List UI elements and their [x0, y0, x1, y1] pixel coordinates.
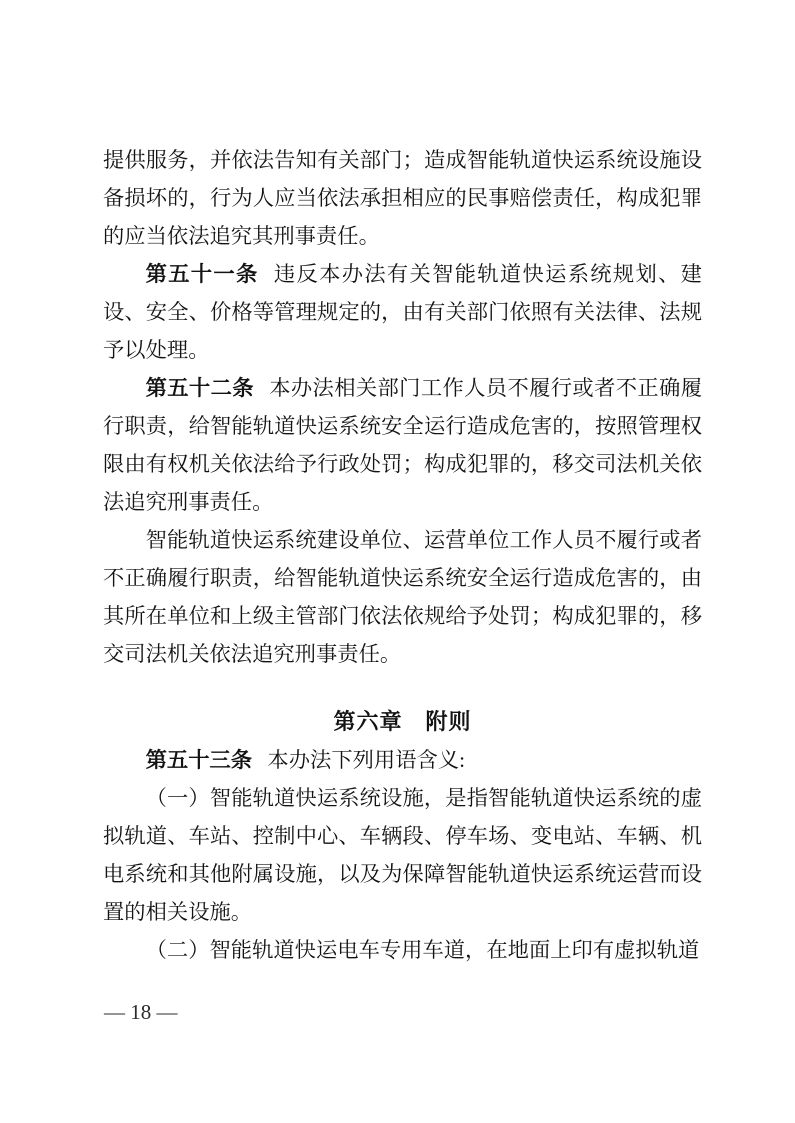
paragraph-text: 本办法相关部门工作人员不履行或者不正确履行职责，给智能轨道快运系统安全运行造成危害的，按照管理权限由有权机关依法给予行政处罚；构成犯罪的，移交司法机关依法追究刑事责任。: [103, 376, 702, 514]
paragraph-text: 智能轨道快运系统建设单位、运营单位工作人员不履行或者不正确履行职责，给智能轨道快运系统安全运行造成危害的，由其所在单位和上级主管部门依法依规给予处罚；构成犯罪的，移交司法机关依法追究刑事责任。: [103, 528, 702, 666]
paragraph-article-52: [103, 369, 702, 521]
paragraph-continuation: [103, 141, 702, 255]
paragraph-definition-2: [103, 931, 702, 969]
paragraph-body: [103, 521, 702, 673]
chapter-heading: 第六章 附则: [333, 709, 472, 734]
paragraph-text: 违反本办法有关智能轨道快运系统规划、建设、安全、价格等管理规定的，由有关部门依照有关法律、法规予以处理。: [103, 262, 702, 362]
paragraph-text: （二）智能轨道快运电车专用车道，在地面上印有虚拟轨道: [145, 938, 700, 962]
article-number-label: 第五十三条: [145, 748, 253, 772]
paragraph-text: （一）智能轨道快运系统设施，是指智能轨道快运系统的虚拟轨道、车站、控制中心、车辆段、停车场、变电站、车辆、机电系统和其他附属设施，以及为保障智能轨道快运系统运营而设置的相关设施。: [103, 786, 702, 924]
paragraph-text: 提供服务，并依法告知有关部门；造成智能轨道快运系统设施设备损坏的，行为人应当依法承担相应的民事赔偿责任，构成犯罪的应当依法追究其刑事责任。: [103, 148, 702, 248]
page-content: [103, 141, 702, 969]
article-number-label: 第五十一条: [145, 262, 259, 286]
paragraph-text: 本办法下列用语含义:: [267, 748, 466, 772]
article-number-label: 第五十二条: [145, 376, 254, 400]
page-number-text: — 18 —: [104, 1000, 178, 1024]
paragraph-article-53: [103, 741, 702, 779]
paragraph-article-51: [103, 255, 702, 369]
paragraph-definition-1: [103, 779, 702, 931]
page-number: [104, 999, 178, 1025]
